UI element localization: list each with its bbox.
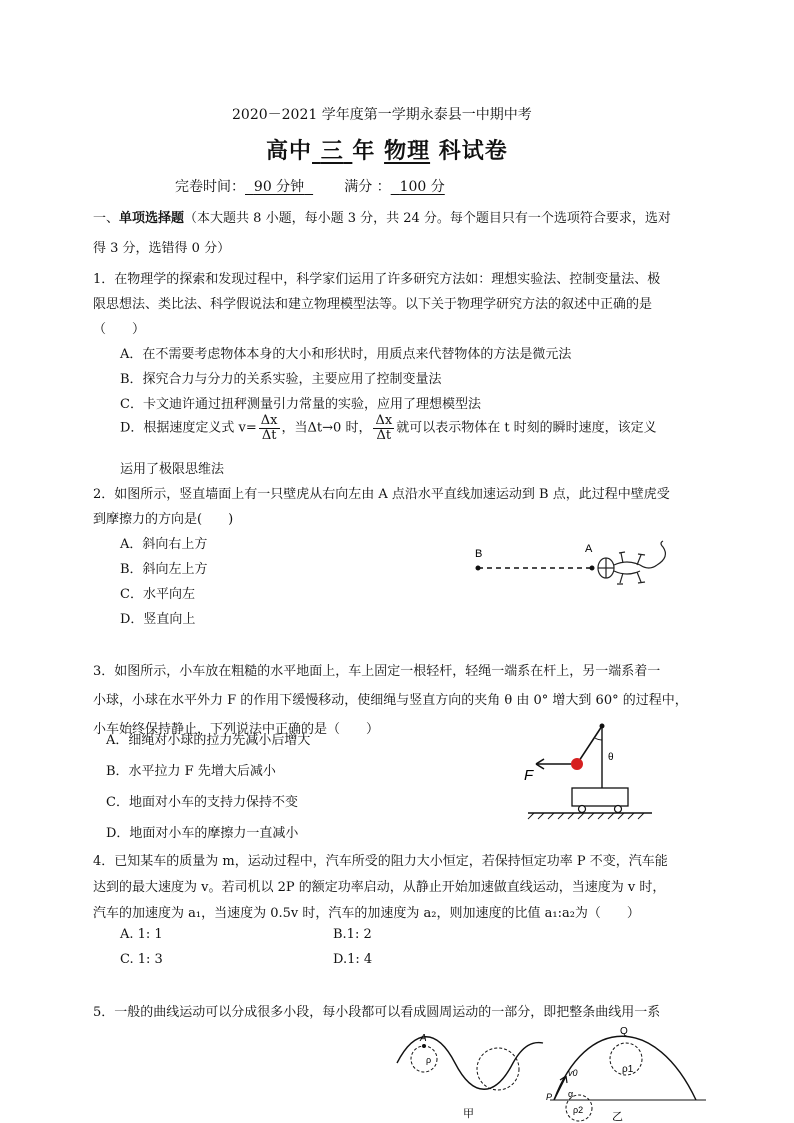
q4-option-b: B.1: 2 [333, 927, 372, 942]
title-subject: 物理 [384, 138, 431, 164]
title-mid: 年 [352, 138, 376, 164]
title-prefix: 高中 [266, 138, 313, 164]
q1-line1: 1．在物理学的探索和发现过程中，科学家们运用了许多研究方法如：理想实验法、控制变量法、极 [93, 272, 661, 287]
q2-option-a: A．斜向右上方 [120, 537, 208, 552]
q1-option-d-line2: 运用了极限思维法 [120, 462, 225, 477]
q3-ground-hatch [528, 813, 644, 819]
q2-line1: 2．如图所示，竖直墙面上有一只壁虎从右向左由 A 点沿水平直线加速运动到 B 点，此过程中壁虎受 [93, 487, 670, 502]
q5-yi-label-p: P [546, 1092, 553, 1102]
q3-cart-figure [520, 718, 660, 826]
q3-line2: 小球，小球在水平外力 F 的作用下缓慢移动，使细绳与竖直方向的夹角 θ 由 0° 增大到 60° 的过程中， [93, 693, 688, 708]
exam-supertitle: 2020－2021 学年度第一学期永泰县一中期中考 [232, 107, 532, 123]
section-heading: 一、单项选择题（本大题共 8 小题，每小题 3 分，共 24 分。每个题目只有一个选项符合要求，选对 [93, 211, 671, 226]
time-value: 90 分钟 [253, 179, 305, 195]
q5-yi-label-q: Q [620, 1026, 628, 1037]
q1-fraction-2: $\frac{\Delta x}{\Delta t}$ [375, 413, 393, 443]
q5-yi-label-alpha: α [568, 1089, 574, 1099]
q2-option-d: D．竖直向上 [120, 612, 196, 627]
q1-option-c: C．卡文迪许通过扭秤测量引力常量的实验，应用了理想模型法 [120, 397, 481, 412]
q5-figure-yi [546, 1020, 721, 1123]
q5-yi-label-rho2: ρ2 [573, 1105, 584, 1115]
q3-string [577, 726, 602, 764]
q2-point-a [590, 566, 595, 571]
q5-yi-label-v0: v0 [568, 1068, 578, 1078]
q5-jia-circle-top [411, 1046, 437, 1072]
q1-paren: （ ） [93, 322, 146, 337]
q3-option-a: A．细绳对小球的拉力先减小后增大 [106, 733, 311, 748]
q5-jia-label: 甲 [463, 1108, 474, 1120]
title-suffix: 科试卷 [438, 138, 508, 164]
exam-title [266, 134, 508, 165]
q4-option-d: D.1: 4 [333, 952, 373, 967]
section-heading-bold: 单项选择题 [119, 211, 185, 226]
q1-fraction-1: $\frac{\Delta x}{\Delta t}$ [260, 413, 278, 443]
q2-option-b: B．斜向左上方 [120, 562, 208, 577]
section-heading-line2: 得 3 分，选错得 0 分） [93, 241, 231, 256]
q5-jia-label-a: A [420, 1033, 427, 1044]
q2-label-a: A [585, 543, 593, 555]
q3-line1: 3．如图所示，小车放在粗糙的水平地面上，车上固定一根轻杆，轻绳一端系在杆上，另一端系着一 [93, 664, 661, 679]
q3-option-b: B．水平拉力 F 先增大后减小 [106, 764, 276, 779]
q5-yi-label: 乙 [612, 1111, 623, 1123]
q2-line2: 到摩擦力的方向是( ) [93, 512, 234, 527]
q5-line1: 5．一般的曲线运动可以分成很多小段，每小段都可以看成圆周运动的一部分，即把整条曲线用一系 [93, 1005, 661, 1020]
q3-wheel-left [579, 806, 586, 813]
q3-ball [571, 758, 583, 770]
q4-option-c: C. 1: 3 [120, 952, 163, 967]
q4-line1: 4．已知某车的质量为 m，运动过程中，汽车所受的阻力大小恒定，若保持恒定功率 P 不变，汽车能 [93, 854, 668, 869]
gecko-icon [598, 541, 665, 584]
q3-cart-body [572, 788, 628, 806]
time-label: 完卷时间： [175, 179, 245, 195]
q5-jia-label-rho: ρ [426, 1055, 432, 1065]
q1-line2: 限思想法、类比法、科学假说法和建立物理模型法等。以下关于物理学研究方法的叙述中正确的是 [93, 297, 653, 312]
q3-wheel-right [615, 806, 622, 813]
q2-label-b: B [475, 548, 483, 560]
q5-figure-jia [395, 1023, 545, 1123]
exam-meta [175, 176, 445, 196]
q5-yi-label-rho1: ρ1 [622, 1064, 634, 1075]
title-grade: 三 [320, 138, 344, 164]
q4-line3: 汽车的加速度为 a₁，当速度为 0.5v 时，汽车的加速度为 a₂，则加速度的比值 a₁:a₂为（ ） [93, 906, 640, 921]
q2-gecko-figure [465, 535, 675, 600]
q1-option-b: B．探究合力与分力的关系实验，主要应用了控制变量法 [120, 372, 442, 387]
q4-option-a: A. 1: 1 [120, 927, 163, 942]
score-value: 100 分 [399, 179, 445, 195]
q3-label-f: F [524, 767, 534, 784]
q5-jia-point-a [422, 1044, 426, 1048]
q3-option-c: C．地面对小车的支持力保持不变 [106, 795, 298, 810]
q3-option-d: D．地面对小车的摩擦力一直减小 [106, 826, 299, 841]
q3-label-theta: θ [608, 752, 614, 763]
q3-angle-arc [595, 738, 602, 740]
q1-option-d: D．根据速度定义式 v= $\frac{\Delta x}{\Delta t}$ ，当Δt→0 时， $\frac{\Delta x}{\Delta t}$ 就可以表示物体在 t 时刻的瞬时速度，该定义 [120, 413, 657, 443]
q4-line2: 达到的最大速度为 v。若司机以 2P 的额定功率启动，从静止开始加速做直线运动，当速度为 v 时， [93, 880, 666, 895]
q1-option-a: A．在不需要考虑物体本身的大小和形状时，用质点来代替物体的方法是微元法 [120, 347, 572, 362]
q3-line3: 小车始终保持静止，下列说法中正确的是（ ） [93, 722, 380, 737]
q5-jia-curve [397, 1037, 543, 1090]
q2-option-c: C．水平向左 [120, 587, 195, 602]
score-label: 满分 ： [344, 179, 391, 195]
